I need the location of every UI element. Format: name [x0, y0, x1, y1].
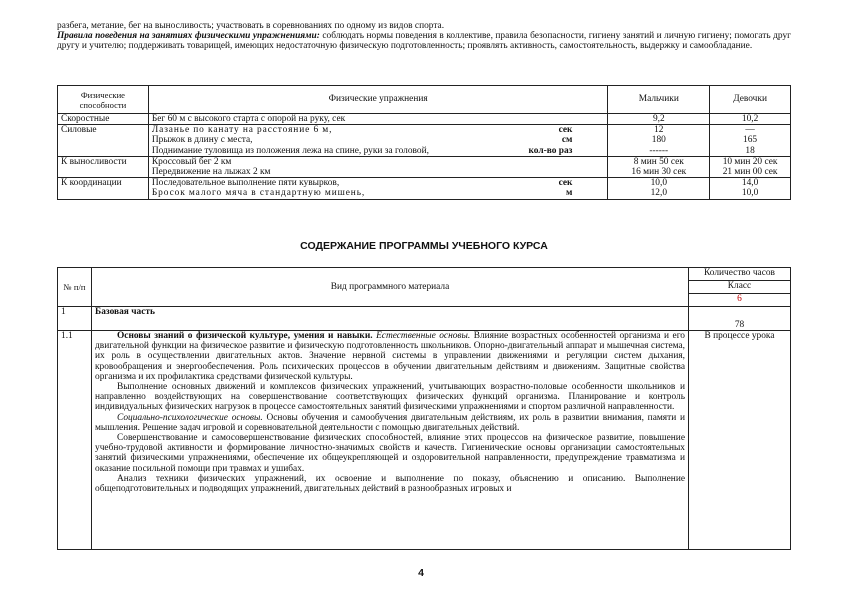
- exercise-unit: кол-во раз: [528, 145, 573, 156]
- boys-value: 16 мин 30 сек: [631, 167, 687, 178]
- norms-row-coordination: [58, 178, 791, 199]
- content-paragraph: Анализ техники физических упражнений, их освоение и выполнение по показу, объяснению и описанию. Выполнение общеподготовительных и подводящих упражнений, двигательных действий в разнообразных игровых и: [95, 473, 685, 495]
- header-abilities: Физические способности: [58, 86, 149, 114]
- exercise-cell: [148, 125, 608, 157]
- boys-value: 180: [651, 135, 666, 146]
- exercise-name: Передвижение на лыжах 2 км: [151, 167, 271, 178]
- exercise-name: Последовательное выполнение пяти кувырков,: [151, 178, 340, 189]
- section-title: СОДЕРЖАНИЕ ПРОГРАММЫ УЧЕБНОГО КУРСА: [300, 240, 548, 252]
- girls-cell: [710, 125, 791, 157]
- exercise-cell: [148, 114, 608, 125]
- boys-cell: [608, 125, 710, 157]
- content-text: Влияние возрастных особенностей организма и его двигательной функции на физическое развитие и физическую подготовленность школьников. Опорно-двигательный аппарат и мышечная система, их роль в осуществлении двигательных актов. Значение нервной системы в управлении движениями и регуляции систем дыхания, кровообращения и энергообеспечения. Роль психических процессов в обучении двигательным действиям и движениям. Защитные свойства организма и их профилактика средствами физической культуры.: [95, 331, 685, 382]
- header-num: № п/п: [58, 268, 92, 307]
- header-boys: Мальчики: [608, 86, 710, 114]
- exercise-unit: см: [561, 135, 573, 146]
- header-material-type: Вид программного материала: [92, 268, 689, 307]
- content-text: Основы обучения и самообучения двигательным действиям, их роль в развитии внимания, памяти и мышления. Решение задач игровой и соревновательной деятельности с помощью двигательных действий.: [95, 412, 686, 433]
- girls-cell: [710, 178, 791, 199]
- rules-label: Правила поведения на занятиях физическими упражнениями:: [57, 31, 320, 42]
- header-grade: 6: [689, 294, 791, 307]
- content-paragraph: [95, 331, 685, 382]
- norms-header-row: [58, 86, 791, 114]
- content-paragraph: Выполнение основных движений и комплексов физических упражнений, учитывающих возрастно-половые особенности школьников и направленно воздействующих на совершенствование соответствующих физических функций организма. Планирование и контроль индивидуальных физических нагрузок в процессе самостоятельных занятий физическими упражнениями и спортом различной направленности.: [95, 382, 685, 413]
- program-table: [57, 267, 791, 550]
- norms-table: [57, 85, 791, 200]
- exercise-name: Бросок малого мяча в стандартную мишень,: [151, 188, 366, 199]
- row-hours: 78: [689, 307, 791, 331]
- exercise-name: Кроссовый бег 2 км: [151, 156, 232, 167]
- girls-value: 10,0: [741, 188, 759, 199]
- norms-row-speed: [58, 114, 791, 125]
- norms-row-endurance: [58, 156, 791, 177]
- girls-value: 21 мин 00 сек: [722, 167, 778, 178]
- program-row-1-1: [58, 331, 791, 550]
- boys-value: 12: [654, 125, 664, 136]
- girls-value: 14,0: [741, 178, 759, 189]
- row-num: 1.1: [58, 331, 92, 550]
- content-subheading: Социально-психологические основы.: [117, 412, 263, 423]
- ability-cell: Силовые: [58, 125, 149, 157]
- program-header-row-1: [58, 268, 791, 281]
- boys-value: 8 мин 50 сек: [633, 156, 684, 167]
- content-paragraph: Совершенствование и самосовершенствование физических способностей, влияние этих процессов на физическое развитие, повышение учебно-трудовой активности и формирование личностно-значимых свойств и качеств. Гигиенические основы организации самостоятельных занятий физическими упражнениями, обеспечение их общеукрепляющей и оздоровительной направленности, предупреждение травматизма и оказание посильной помощи при травмах и ушибах.: [95, 433, 685, 474]
- ability-cell: К выносливости: [58, 156, 149, 177]
- norms-row-strength: [58, 125, 791, 157]
- boys-cell: [608, 156, 710, 177]
- boys-value: 10,0: [650, 178, 667, 189]
- header-girls: Девочки: [710, 86, 791, 114]
- exercise-name: Поднимание туловища из положения лежа на спине, руки за головой,: [151, 145, 429, 156]
- girls-value: —: [745, 125, 755, 136]
- row-title: Базовая часть: [92, 307, 689, 331]
- exercise-cell: [148, 156, 608, 177]
- boys-cell: [608, 178, 710, 199]
- boys-cell: 9,2: [608, 114, 710, 125]
- girls-value: 18: [745, 145, 755, 156]
- page-number: 4: [418, 567, 424, 579]
- girls-value: 165: [743, 135, 758, 146]
- content-subheading: Естественные основы.: [372, 331, 471, 341]
- intro-text: [57, 21, 791, 52]
- row-num: 1: [58, 307, 92, 331]
- ability-cell: Скоростные: [58, 114, 149, 125]
- ability-cell: К координации: [58, 178, 149, 199]
- header-class: Класс: [689, 281, 791, 294]
- program-content: [92, 331, 689, 550]
- intro-line-1: разбега, метание, бег на выносливость; участвовать в соревнованиях по одному из видов спорта.: [57, 21, 445, 31]
- exercise-unit: м: [566, 188, 573, 199]
- exercise-name: Бег 60 м с высокого старта с опорой на руку, сек: [151, 114, 346, 124]
- rules-paragraph: [57, 31, 791, 51]
- program-row-base: [58, 307, 791, 331]
- header-exercises: Физические упражнения: [148, 86, 608, 114]
- header-hours: Количество часов: [689, 268, 791, 281]
- exercise-unit: сек: [558, 178, 573, 189]
- row-hours: В процессе урока: [689, 331, 791, 550]
- exercise-cell: [148, 178, 608, 199]
- exercise-name: Лазанье по канату на расстояние 6 м,: [151, 125, 333, 136]
- content-heading: Основы знаний о физической культуре, умения и навыки.: [117, 331, 373, 341]
- rules-text: соблюдать нормы поведения в коллективе, правила безопасности, гигиену занятий и личную гигиену; помогать друг другу и учителю; поддерживать товарищей, имеющих недостаточную физическую подготовленность; проявлять активность, самостоятельность, выдержку и самообладание.: [57, 31, 791, 52]
- boys-value: 12,0: [650, 188, 667, 199]
- exercise-name: Прыжок в длину с места,: [151, 135, 253, 146]
- girls-cell: [710, 156, 791, 177]
- girls-cell: 10,2: [710, 114, 791, 125]
- boys-value: ------: [649, 145, 669, 156]
- content-paragraph: [95, 413, 685, 433]
- exercise-unit: сек: [558, 125, 573, 136]
- girls-value: 10 мин 20 сек: [722, 156, 778, 167]
